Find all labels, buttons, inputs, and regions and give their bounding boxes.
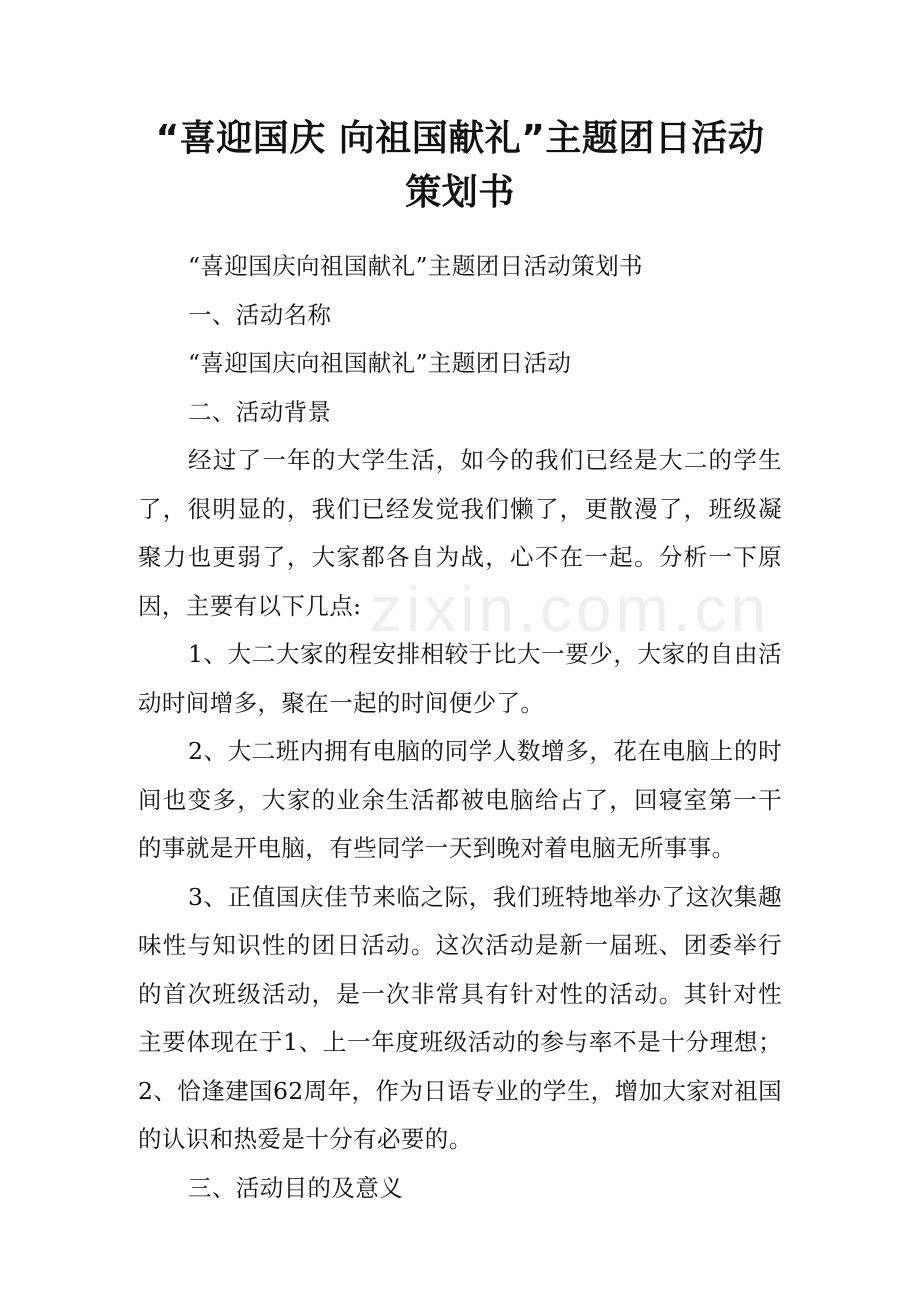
background-paragraph: 经过了一年的大学生活，如今的我们已经是大二的学生了，很明显的，我们已经发觉我们懒了，更散漫了，班级凝聚力也更弱了，大家都各自为战，心不在一起。分析一下原因，主要有以下几点: — [138, 446, 782, 620]
reason-1-paragraph: 1、大二大家的程安排相较于比大一要少，大家的自由活动时间增多，聚在一起的时间便少了。 — [138, 640, 782, 717]
subtitle-paragraph: “喜迎国庆向祖国献礼”主题团日活动策划书 — [188, 252, 644, 280]
section-heading-activity-background: 二、活动背景 — [188, 397, 332, 426]
activity-name-paragraph: “喜迎国庆向祖国献礼”主题团日活动 — [188, 349, 572, 377]
reason-3-paragraph: 3、正值国庆佳节来临之际，我们班特地举办了这次集趣味性与知识性的团日活动。这次活动是新一届班、团委举行的首次班级活动，是一次非常具有针对性的活动。其针对性主要体现在于1、上一年度班级活动的参与率不是十分理想；2、恰逢建国62周年，作为日语专业的学生，增加大家对祖国的认识和热爱是十分有必要的。 — [138, 882, 782, 1153]
section-heading-purpose: 三、活动目的及意义 — [188, 1173, 404, 1202]
section-heading-activity-name: 一、活动名称 — [188, 300, 332, 329]
document-title: “喜迎国庆 向祖国献礼”主题团日活动策划书 — [155, 118, 765, 213]
watermark-text: zixin.com.cn — [370, 573, 771, 645]
reason-2-paragraph: 2、大二班内拥有电脑的同学人数增多，花在电脑上的时间也变多，大家的业余生活都被电脑给占了，回寝室第一干的事就是开电脑，有些同学一天到晚对着电脑无所事事。 — [138, 737, 782, 862]
